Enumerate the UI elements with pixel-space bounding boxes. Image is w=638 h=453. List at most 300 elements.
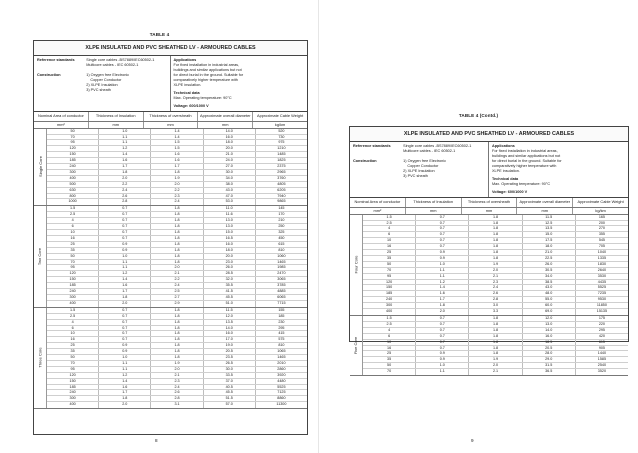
table-cell: 175 (575, 316, 628, 321)
table-cell: 0.7 (415, 226, 468, 231)
table-cell: 2.0 (98, 176, 150, 181)
table-cell: 55.0 (522, 297, 575, 302)
applications-line: comparatively higher temperature with (492, 164, 557, 168)
table-cell: 2.1 (468, 369, 521, 375)
table-cell: 2.3 (468, 280, 521, 285)
spec-block (350, 142, 628, 198)
table-cell: 32.0 (203, 277, 255, 282)
table-cell: 240 (69, 390, 76, 395)
table-cell: 4 (71, 218, 74, 223)
applications-line: buildings and similar applications but not (173, 68, 242, 72)
core-group-label: Single Core (37, 156, 43, 178)
table-cell: 2.6 (150, 390, 202, 395)
voltage-line: Voltage: 600/1000 V (173, 104, 209, 108)
table-cell: 1.8 (468, 232, 521, 237)
table-cell: 1.0 (98, 355, 150, 360)
page-number: 9 (471, 438, 474, 443)
table-cell: 1.6 (98, 385, 150, 390)
column-header: Thickness of Insulation (405, 198, 461, 207)
table-cell: 1.7 (150, 164, 202, 169)
table-cell: 31.5 (522, 363, 575, 368)
table-cell: 0.9 (415, 250, 468, 255)
table-cell: 35 (70, 247, 75, 252)
units-row (350, 208, 628, 215)
table-cell: 51.0 (203, 301, 255, 307)
table-cell: 0.7 (415, 316, 468, 321)
table-cell: 2.5 (386, 220, 392, 225)
table-cell: 1.6 (415, 291, 468, 296)
table-cell: 1.2 (98, 146, 150, 151)
table-cell: 300 (386, 303, 393, 308)
reference-standards-label: Reference standards (37, 58, 75, 62)
core-group-label: Five Core (353, 336, 359, 355)
table-cell: 9865 (255, 199, 307, 205)
table-cell: 13.0 (203, 218, 255, 223)
table-cell: 1000 (68, 199, 77, 204)
table-cell: 810 (255, 248, 307, 253)
table-cell: 25 (70, 343, 75, 348)
table-cell: 1.6 (150, 158, 202, 163)
table-cell: 1.8 (150, 308, 202, 313)
construction-line: Copper Conductor (403, 164, 439, 168)
table-cell: 730 (255, 135, 307, 140)
table-cell: 1.7 (98, 390, 150, 395)
core-group-label: Three Core (37, 347, 43, 369)
table-cell: 25 (70, 241, 75, 246)
reference-standards-value (86, 58, 166, 68)
data-groups (350, 215, 628, 376)
table-cell: 3920 (255, 373, 307, 378)
table-cell: 2.8 (150, 396, 202, 401)
table-cell: 800 (69, 193, 76, 198)
table-cell: 1.0 (415, 363, 468, 368)
table-cell: 6205 (255, 188, 307, 193)
column-header: Nominal Area of conductor (37, 113, 84, 118)
table-cell: 43.0 (522, 285, 575, 290)
unit-cell: kg/km (252, 122, 307, 128)
table-cell: 0.9 (98, 248, 150, 253)
table-cell: 27.0 (203, 164, 255, 169)
table-cell: 0.9 (415, 256, 468, 261)
table-row (47, 199, 307, 205)
applications-line: buildings and similar applications but not (492, 154, 561, 158)
core-group-label-cell (34, 308, 47, 408)
table-cell: 300 (69, 294, 76, 299)
table-cell: 16 (387, 345, 392, 350)
reference-line: Single core cables -BS7889/IEC60502-1 (403, 144, 472, 148)
table-row (363, 369, 628, 375)
table-cell: 2.4 (150, 385, 202, 390)
table-cell: 1.8 (468, 322, 521, 327)
table-cell: 1.7 (98, 164, 150, 169)
construction-row (37, 73, 167, 93)
table-cell: 3.0 (468, 303, 521, 308)
table-cell: 0.7 (415, 334, 468, 339)
table-cell: 240 (386, 297, 393, 302)
table-cell: 1.9 (468, 262, 521, 267)
table-cell: 22.5 (522, 256, 575, 261)
table-cell: 4480 (255, 379, 307, 384)
table-cell: 120 (69, 146, 76, 151)
table-cell: 0.7 (98, 224, 150, 229)
table-cell: 0.7 (98, 320, 150, 325)
table-cell: 2.9 (150, 301, 202, 307)
table-cell: 1.1 (415, 369, 468, 375)
table-cell: 1.2 (415, 280, 468, 285)
table-cell: 29.0 (522, 357, 575, 362)
table-cell: 50 (70, 355, 75, 360)
core-group (34, 308, 307, 409)
table-row (363, 309, 628, 315)
table-cell: 8860 (255, 396, 307, 401)
table-cell: 1210 (255, 146, 307, 151)
table-cell: 4435 (575, 280, 628, 285)
unit-cell: mm² (57, 121, 65, 127)
table-cell: 2.4 (150, 283, 202, 288)
table-cell: 70 (387, 369, 392, 374)
table-cell: 0.7 (415, 346, 468, 351)
table-cell: 2.8 (468, 297, 521, 302)
table-cell: 43.0 (203, 188, 255, 193)
core-group-label-cell (350, 316, 363, 375)
table-cell: 19.0 (203, 343, 255, 348)
table-cell: 300 (69, 169, 76, 174)
table-cell: 1.2 (98, 271, 150, 276)
table-cell: 1.1 (415, 274, 468, 279)
table-banner: XLPE INSULATED AND PVC SHEATHED LV - ARMOURED CABLES (350, 127, 628, 142)
table-cell: 47.0 (203, 194, 255, 199)
table-cell: 230 (255, 320, 307, 325)
table-cell: 0.9 (415, 357, 468, 362)
table-cell: 24.0 (203, 158, 255, 163)
table-cell: 16.0 (203, 135, 255, 140)
table-cell: 95 (70, 366, 75, 371)
table-cell: 0.9 (98, 349, 150, 354)
construction-line: 3) PVC sheath (403, 174, 428, 178)
table-cell: 35.5 (203, 283, 255, 288)
table-cell: 165 (575, 215, 628, 220)
table-cell: 150 (386, 285, 393, 290)
table-cell: 1.8 (415, 303, 468, 308)
table-cell: 1465 (255, 260, 307, 265)
table-cell: 11.6 (203, 212, 255, 217)
table-cell: 45.5 (203, 390, 255, 395)
table-cell: 1.7 (98, 289, 150, 294)
table-cell: 1.8 (468, 316, 521, 321)
table-cell: 7715 (255, 301, 307, 307)
table-cell: 1.8 (150, 337, 202, 342)
column-header: Nominal Area of conductor (354, 199, 401, 204)
table-cell: 1.1 (415, 268, 468, 273)
applications-line: XLPE insulation. (173, 83, 202, 87)
table-cell: 1.8 (150, 248, 202, 253)
table-cell: 33.5 (203, 373, 255, 378)
table-cell: 35 (387, 357, 392, 362)
unit-cell: mm (143, 122, 198, 128)
table-cell: 615 (575, 340, 628, 345)
table-cell: 1.8 (150, 224, 202, 229)
table-cell: 17.5 (522, 238, 575, 243)
table-cell: 1.8 (468, 244, 521, 249)
table-cell: 21.0 (522, 250, 575, 255)
spec-left-column (34, 56, 171, 111)
table-cell: 415 (255, 331, 307, 336)
table-cell: 11.5 (522, 215, 575, 220)
table-cell: 16.0 (522, 334, 575, 339)
table-cell: 615 (255, 242, 307, 247)
unit-cell: mm (197, 122, 252, 128)
table-cell: 1040 (575, 250, 628, 255)
table-cell: 2.7 (150, 295, 202, 300)
table-cell: 7940 (255, 194, 307, 199)
spec-block (34, 56, 307, 112)
table-cell: 28.0 (522, 351, 575, 356)
table-cell: 3785 (255, 283, 307, 288)
table-cell: 1.0 (98, 129, 150, 134)
table-cell: 2.6 (98, 194, 150, 199)
table-cell: 2.1 (150, 373, 202, 378)
table-cell: 53.0 (203, 199, 255, 205)
table-cell: 150 (69, 277, 76, 282)
table-cell: 420 (575, 334, 628, 339)
table-cell: 60.0 (522, 303, 575, 308)
table-cell: 905 (575, 346, 628, 351)
table-cell: 50 (387, 363, 392, 368)
table-cell: 1.8 (150, 212, 202, 217)
table-cell: 185 (69, 158, 76, 163)
table-row (47, 402, 307, 408)
table-cell: 185 (255, 314, 307, 319)
table-cell: 1.8 (468, 351, 521, 356)
cable-table (349, 126, 629, 374)
table-cell: 1.6 (98, 283, 150, 288)
table-cell: 120 (69, 271, 76, 276)
table-cell: 95 (70, 140, 75, 145)
table-cell: 25 (387, 351, 392, 356)
table-cell: 1.8 (150, 260, 202, 265)
table-cell: 0.7 (415, 232, 468, 237)
table-cell: 16 (387, 244, 392, 249)
table-cell: 545 (575, 238, 628, 243)
table-cell: 2.0 (150, 182, 202, 187)
table-cell: 145 (255, 206, 307, 211)
table-cell: 3.3 (468, 309, 521, 315)
table-cell: 18.5 (522, 340, 575, 345)
reference-standards-label: Reference standards (353, 144, 391, 148)
table-cell: 21.0 (203, 152, 255, 157)
table-cell: 2.5 (70, 212, 76, 217)
table-cell: 1.8 (150, 343, 202, 348)
reference-line: Single core cables -BS7889/IEC60502-1 (86, 58, 155, 62)
table-cell: 1485 (255, 152, 307, 157)
table-cell: 170 (255, 212, 307, 217)
table-cell: 1.8 (150, 314, 202, 319)
table-cell: 2.0 (98, 402, 150, 408)
table-cell: 1.1 (98, 361, 150, 366)
table-cell: 40.5 (203, 385, 255, 390)
table-cell: 2.4 (150, 199, 202, 205)
table-cell: 15.0 (203, 230, 255, 235)
table-cell: 975 (255, 140, 307, 145)
table-cell: 45.5 (203, 295, 255, 300)
column-header: Approximate Cable Weight (572, 198, 628, 207)
applications-line: for direct burial in the ground. Suitable for (492, 159, 562, 163)
table-cell: 1.8 (150, 218, 202, 223)
table-cell: 1.8 (150, 326, 202, 331)
table-cell: 2.6 (468, 291, 521, 296)
table-cell: 3.1 (150, 402, 202, 408)
table-cell: 630 (69, 187, 76, 192)
table-cell: 185 (386, 291, 393, 296)
unit-cell: mm (405, 208, 461, 214)
table-cell: 0.7 (98, 331, 150, 336)
table-cell: 295 (575, 328, 628, 333)
spec-left-column (350, 142, 489, 197)
column-headers (350, 198, 628, 208)
table-title: TABLE 4 (Contd.) (458, 113, 499, 118)
table-cell: 14.0 (522, 328, 575, 333)
table-cell: 400 (69, 300, 76, 305)
table-cell: 13.0 (522, 322, 575, 327)
table-cell: 7235 (575, 291, 628, 296)
core-group-label-cell (34, 129, 47, 206)
table-cell: 3520 (575, 369, 628, 375)
table-cell: 16.5 (203, 236, 255, 241)
reference-standards-row (353, 144, 485, 154)
table-cell: 1.8 (468, 334, 521, 339)
table-cell: 1.4 (150, 135, 202, 140)
table-cell: 1825 (255, 158, 307, 163)
table-cell: 2470 (255, 271, 307, 276)
table-cell: 50 (70, 128, 75, 133)
table-cell: 0.9 (415, 351, 468, 356)
table-cell: 15135 (575, 309, 628, 315)
table-cell: 2.0 (468, 363, 521, 368)
table-cell: 1.5 (386, 316, 392, 320)
table-cell: 1.8 (468, 250, 521, 255)
table-cell: 210 (255, 218, 307, 223)
table-cell: 6 (71, 224, 74, 229)
table-cell: 20.5 (203, 349, 255, 354)
table-cell: 1.8 (150, 355, 202, 360)
core-group-label-cell (34, 206, 47, 306)
table-cell: 26.0 (522, 262, 575, 267)
unit-cell: mm (461, 208, 517, 214)
table-cell: 16.0 (203, 242, 255, 247)
construction-line: 1) Oxygen free Electronic (86, 73, 130, 77)
table-cell: 1.6 (98, 158, 150, 163)
table-cell: 400 (69, 175, 76, 180)
table-cell: 185 (69, 384, 76, 389)
column-header: Approximate Cable Weight (252, 112, 307, 121)
table-cell: 13.0 (203, 224, 255, 229)
table-cell: 2.5 (386, 321, 392, 326)
table-cell: 48.0 (522, 291, 575, 296)
table-cell: 0.7 (98, 212, 150, 217)
table-cell: 13.5 (522, 226, 575, 231)
construction-row (353, 159, 485, 179)
table-cell: 120 (386, 279, 393, 284)
table-cell: 1.8 (468, 340, 521, 345)
construction-label: Construction (353, 159, 377, 163)
table-cell: 11850 (575, 303, 628, 308)
applications-line: For fixed installation in industrial areas, (173, 63, 240, 67)
core-group (34, 206, 307, 307)
table-cell: 20.5 (522, 346, 575, 351)
reference-standards-row (37, 58, 167, 68)
table-cell: 2.5 (70, 313, 76, 318)
table-cell: 1.4 (98, 379, 150, 384)
table-cell: 34.0 (522, 274, 575, 279)
reference-line: Multicore cables - IEC 60502-1 (403, 149, 456, 153)
table-cell: 14.0 (203, 326, 255, 331)
table-cell: 520 (255, 129, 307, 134)
table-cell: 2375 (255, 164, 307, 169)
table-cell: 51.5 (203, 396, 255, 401)
technical-data-heading: Technical data (492, 177, 519, 181)
table-cell: 3760 (255, 176, 307, 181)
table-cell: 1.5 (386, 214, 392, 219)
column-header: Thickness of oversheath (461, 198, 517, 207)
table-cell: 1.8 (150, 320, 202, 325)
table-cell: 0.7 (415, 340, 468, 345)
construction-value (86, 73, 166, 93)
construction-line: 2) XLPE Insulation (86, 83, 118, 87)
table-cell: 2.2 (150, 277, 202, 282)
table-cell: 1.5 (150, 140, 202, 145)
table-cell: 15.0 (522, 232, 575, 237)
table-cell: 1830 (575, 262, 628, 267)
applications-heading: Applications (492, 144, 515, 148)
unit-cell: mm² (373, 207, 382, 213)
table-cell: 450 (255, 236, 307, 241)
table-cell: 200 (575, 221, 628, 226)
table-cell: 400 (386, 309, 393, 314)
construction-line: Copper Conductor (86, 78, 122, 82)
table-cell: 36.5 (522, 369, 575, 375)
table-cell: 18.0 (203, 248, 255, 253)
table-cell: 325 (255, 230, 307, 235)
table-cell: 26.0 (203, 265, 255, 270)
table-cell: 810 (255, 343, 307, 348)
unit-cell: mm (88, 122, 143, 128)
table-cell: 1.1 (98, 367, 150, 372)
table-cell: 10 (70, 230, 75, 234)
unit-cell: mm (516, 208, 572, 214)
table-cell: 295 (255, 326, 307, 331)
table-cell: 0.7 (98, 236, 150, 241)
table-cell: 4 (388, 226, 391, 231)
table-cell: 2.0 (468, 268, 521, 273)
table-cell: 0.7 (415, 221, 468, 226)
table-cell: 220 (575, 322, 628, 327)
table-cell: 4885 (255, 289, 307, 294)
reference-line: Multicore cables - IEC 60502-1 (86, 63, 139, 67)
table-cell: 17.0 (203, 337, 255, 342)
table-cell: 705 (575, 244, 628, 249)
table-cell: 575 (255, 337, 307, 342)
table-cell: 1.8 (98, 295, 150, 300)
table-banner: XLPE INSULATED AND PVC SHEATHED LV - ARMOURED CABLES (34, 41, 307, 56)
table-cell: 1440 (575, 351, 628, 356)
table-cell: 1.1 (98, 260, 150, 265)
table-cell: 18.0 (522, 244, 575, 249)
table-cell: 12.0 (203, 314, 255, 319)
table-cell: 2540 (575, 363, 628, 368)
table-cell: 1.2 (98, 373, 150, 378)
table-cell: 1.1 (98, 265, 150, 270)
table-cell: 400 (69, 402, 76, 407)
